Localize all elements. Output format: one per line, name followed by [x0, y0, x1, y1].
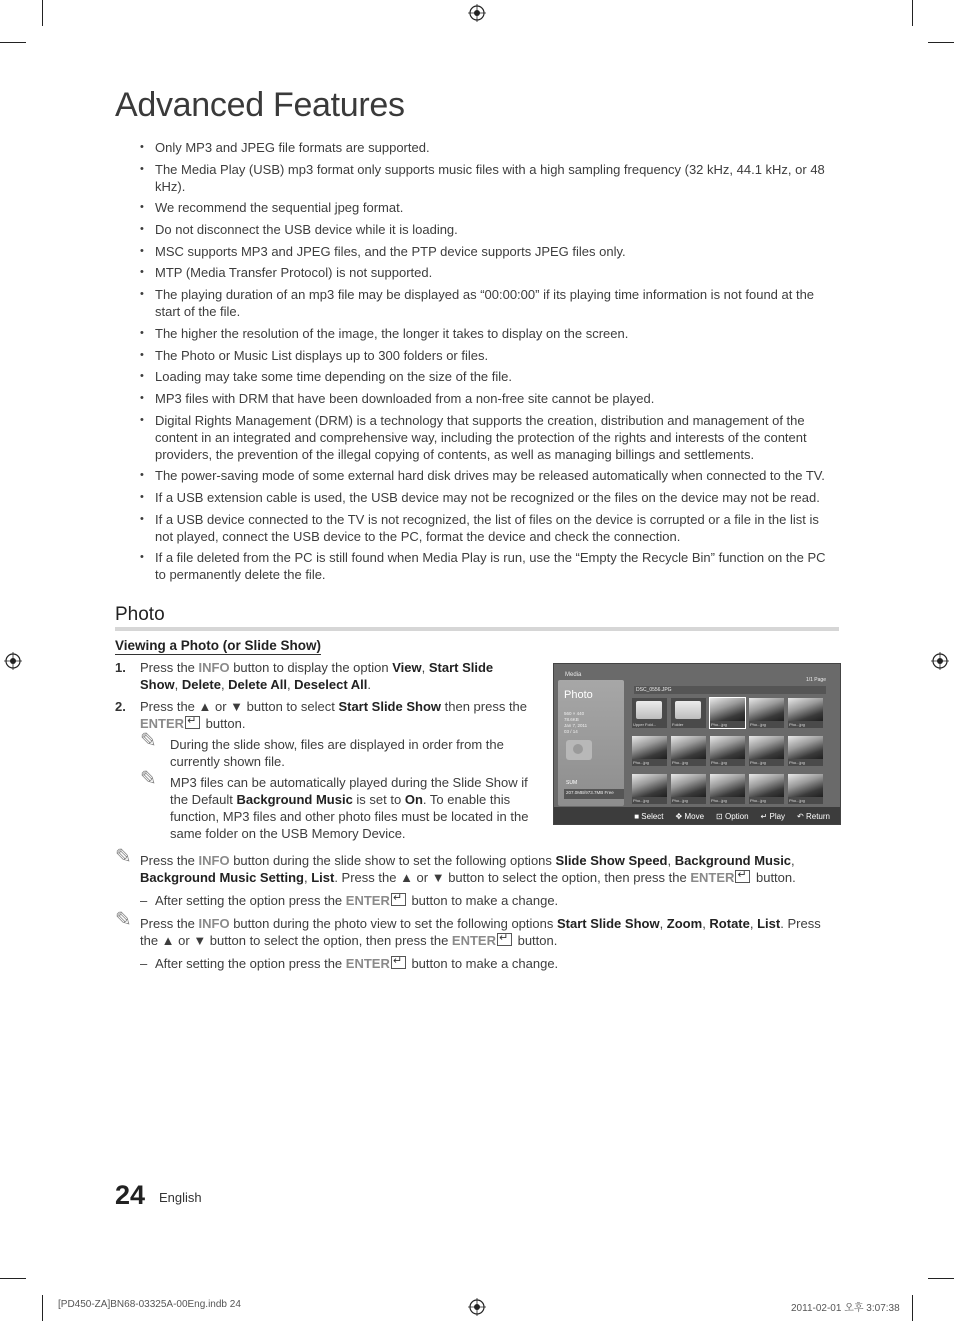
registration-mark-icon — [468, 4, 486, 22]
enter-icon — [497, 933, 512, 946]
photo-image — [710, 698, 745, 721]
option-slide-show-speed: Slide Show Speed — [555, 853, 668, 868]
tv-thumbnail-grid — [632, 698, 824, 808]
tv-button-option — [716, 812, 749, 821]
photo-image — [788, 774, 823, 797]
bullet-list — [138, 139, 838, 588]
additional-notes — [115, 846, 839, 978]
info-key: INFO — [198, 916, 230, 931]
folder-icon — [636, 701, 662, 719]
option-start-slide-show: Start Slide Show — [556, 916, 660, 931]
tv-button-icon: ↶ — [797, 812, 806, 821]
option-start-slide-show: Start Slide Show — [140, 660, 494, 692]
section-divider — [115, 627, 839, 631]
crop-mark — [42, 0, 43, 26]
enter-icon — [391, 893, 406, 906]
photo-thumbnail — [749, 774, 784, 804]
text: , — [286, 677, 295, 692]
tv-button-label: Select — [641, 812, 664, 821]
text: After setting the option press the — [155, 956, 346, 971]
bullet-item — [138, 264, 838, 281]
option-zoom: Zoom — [666, 916, 703, 931]
note-text: is set to — [352, 792, 405, 807]
photo-image — [710, 774, 745, 797]
enter-key: ENTER — [140, 716, 185, 731]
option-rotate: Rotate — [709, 916, 750, 931]
photo-image — [632, 774, 667, 797]
camera-icon — [566, 740, 592, 760]
tv-info-line: 03 / 14 — [564, 729, 578, 734]
text: , — [421, 660, 429, 675]
tv-button-label: Option — [724, 812, 749, 821]
note-text: , — [749, 916, 758, 931]
bullet-text: Loading may take some time depending on the size of the file. — [155, 369, 512, 385]
photo-thumbnail — [710, 736, 745, 766]
tv-sum-label: SUM — [566, 780, 578, 786]
note-text: , — [303, 870, 312, 885]
photo-thumbnail — [632, 736, 667, 766]
bullet-item — [138, 467, 838, 484]
enter-icon — [185, 716, 200, 729]
bullet-dot: • — [140, 223, 144, 236]
bullet-text: Do not disconnect the USB device while it is loading. — [155, 222, 458, 238]
photo-thumbnail — [749, 736, 784, 766]
tv-brand: Media — [565, 672, 582, 678]
bullet-text: If a file deleted from the PC is still found when Media Play is run, use the “Empty the Recycle Bin” function on the PC to permanently delete the file. — [155, 550, 826, 583]
photo-image — [632, 736, 667, 759]
note-text: During the slide show, files are displayed in order from the currently shown file. — [170, 737, 504, 769]
photo-thumbnail — [788, 736, 823, 766]
bullet-item — [138, 139, 838, 156]
thumbnail-caption: Pho...jpg — [711, 798, 727, 803]
tv-button-play — [761, 812, 786, 821]
bullet-dot: • — [140, 162, 144, 175]
note-text: , — [791, 853, 795, 868]
bullet-item — [138, 390, 838, 407]
thumbnail-caption: Pho...jpg — [672, 760, 688, 765]
option-background-music-setting: Background Music Setting — [140, 870, 304, 885]
bullet-text: MP3 files with DRM that have been downloaded from a non-free site cannot be played. — [155, 390, 655, 406]
crop-mark — [0, 42, 26, 43]
text: button to make a change. — [407, 893, 559, 908]
section-title: Photo — [115, 604, 165, 625]
tv-control-buttons — [634, 812, 830, 821]
photo-image — [710, 736, 745, 759]
text: then press the — [441, 699, 528, 714]
note-text: . To enable this function, MP3 files and other photo files must be located in the same folder on the USB Memory Device. — [170, 792, 529, 841]
option-delete-all: Delete All — [228, 677, 287, 692]
note-text: , — [659, 916, 667, 931]
bullet-item — [138, 368, 838, 385]
tv-control-bar — [554, 807, 840, 824]
bullet-text: MSC supports MP3 and JPEG files, and the PTP device supports JPEG files only. — [155, 243, 626, 259]
tv-button-return — [797, 812, 830, 821]
note — [115, 909, 839, 949]
note — [140, 730, 535, 770]
note-pencil-icon: ✎ — [140, 730, 157, 752]
option-view: View — [392, 660, 422, 675]
crop-mark — [912, 1295, 913, 1321]
option-start-slide-show: Start Slide Show — [338, 699, 442, 714]
option-list: List — [757, 916, 781, 931]
thumbnail-caption: Pho...jpg — [672, 798, 688, 803]
enter-key: ENTER — [345, 893, 390, 908]
bullet-dot: • — [140, 469, 144, 482]
crop-mark — [42, 1295, 43, 1321]
step-2 — [115, 698, 535, 842]
thumbnail-caption: Pho...jpg — [750, 798, 766, 803]
thumbnail-caption: Upper Fold... — [633, 722, 657, 727]
thumbnail-caption: Pho...jpg — [711, 760, 727, 765]
steps — [115, 659, 535, 847]
step-number: 1. — [115, 660, 126, 675]
photo-image — [671, 774, 706, 797]
thumbnail-caption: Pho...jpg — [789, 798, 805, 803]
tv-button-icon: ↵ — [760, 812, 770, 821]
photo-thumbnail — [710, 698, 745, 728]
folder-thumbnail — [632, 698, 667, 728]
dash-item — [115, 955, 839, 972]
folder-thumbnail — [671, 698, 706, 728]
step-number: 2. — [115, 699, 126, 714]
bullet-dot: • — [140, 512, 144, 525]
info-key: INFO — [198, 660, 230, 675]
photo-thumbnail — [671, 736, 706, 766]
tv-button-select — [634, 812, 663, 821]
bullet-text: If a USB device connected to the TV is not recognized, the list of files on the device is corrupted or a file in the list is not played, connect the USB device to the PC, format the device and check the connection. — [155, 511, 819, 544]
thumbnail-caption: Pho...jpg — [789, 760, 805, 765]
tv-info-line: 560 × 440 — [564, 711, 585, 716]
print-timestamp: 2011-02-01 오후 3:07:38 — [791, 1303, 900, 1314]
text: , — [220, 677, 229, 692]
option-background-music: Background Music — [236, 792, 353, 807]
enter-key: ENTER — [345, 956, 390, 971]
crop-mark — [0, 1278, 26, 1279]
photo-thumbnail — [788, 774, 823, 804]
bullet-dot: • — [140, 348, 144, 361]
tv-info-line: 78.6KB — [564, 717, 579, 722]
note-text: button during the photo view to set the following options — [229, 916, 557, 931]
note — [115, 846, 839, 886]
note-text: . Press the ▲ or ▼ button to select the option, then press the — [334, 870, 691, 885]
text: Press the — [140, 660, 199, 675]
bullet-dot: • — [140, 391, 144, 404]
bullet-text: MTP (Media Transfer Protocol) is not supported. — [155, 265, 433, 281]
bullet-dot: • — [140, 244, 144, 257]
tv-button-label: Move — [684, 812, 705, 821]
text: After setting the option press the — [155, 893, 346, 908]
crop-mark — [928, 1278, 954, 1279]
text: . — [367, 677, 372, 692]
text: button to display the option — [229, 660, 393, 675]
option-delete: Delete — [181, 677, 221, 692]
step-1 — [115, 659, 535, 693]
registration-mark-icon — [931, 652, 949, 670]
bullet-item — [138, 221, 838, 238]
note-text: Press the — [140, 916, 199, 931]
option-on: On — [404, 792, 423, 807]
bullet-text: Only MP3 and JPEG file formats are supported. — [155, 140, 430, 155]
thumbnail-caption: Pho...jpg — [711, 722, 727, 727]
photo-image — [749, 698, 784, 721]
bullet-item — [138, 347, 838, 364]
note-text: , — [667, 853, 675, 868]
photo-image — [749, 736, 784, 759]
bullet-item — [138, 412, 838, 463]
tv-button-icon: ■ — [634, 812, 642, 821]
bullet-dot: • — [140, 551, 144, 564]
tv-category-label: Photo — [564, 689, 593, 701]
bullet-dot: • — [140, 413, 144, 426]
photo-thumbnail — [671, 774, 706, 804]
page-language: English — [159, 1190, 202, 1205]
enter-icon — [735, 870, 750, 883]
note-text: button during the slide show to set the following options — [229, 853, 556, 868]
print-file-reference: [PD450-ZA]BN68-03325A-00Eng.indb 24 — [58, 1299, 241, 1310]
tv-info-line: Jan 7, 2011 — [564, 723, 588, 728]
enter-key: ENTER — [690, 870, 735, 885]
thumbnail-caption: Pho...jpg — [750, 760, 766, 765]
page-title: Advanced Features — [115, 86, 405, 124]
bullet-text: We recommend the sequential jpeg format. — [155, 200, 404, 216]
bullet-text: The power-saving mode of some external hard disk drives may be released automatically when connected to the TV. — [155, 468, 825, 484]
folder-icon — [675, 701, 701, 719]
text: button. — [202, 716, 246, 731]
bullet-text: The Photo or Music List displays up to 300 folders or files. — [155, 347, 489, 363]
photo-image — [671, 736, 706, 759]
crop-mark — [912, 0, 913, 26]
note-pencil-icon: ✎ — [115, 846, 132, 868]
bullet-text: The Media Play (USB) mp3 format only supports music files with a high sampling frequency (32 kHz, 44.1 kHz, or 48 kHz). — [155, 161, 825, 194]
bullet-dot: • — [140, 201, 144, 214]
info-key: INFO — [198, 853, 230, 868]
bullet-item — [138, 161, 838, 195]
note-text: MP3 files can be automatically played during the Slide Show if the Default — [170, 775, 528, 807]
bullet-item — [138, 549, 838, 583]
tv-free-space: 207.0MB/973.7MB Free — [564, 789, 624, 799]
photo-image — [749, 774, 784, 797]
bullet-item — [138, 243, 838, 260]
bullet-item — [138, 489, 838, 506]
bullet-dot: • — [140, 141, 144, 153]
photo-image — [788, 736, 823, 759]
bullet-text: The playing duration of an mp3 file may be displayed as “00:00:00” if its playing time information is not found at the start of the file. — [155, 287, 815, 320]
bullet-dot: • — [140, 370, 144, 383]
option-background-music: Background Music — [674, 853, 792, 868]
bullet-item — [138, 325, 838, 342]
subsection-heading: Viewing a Photo (or Slide Show) — [115, 638, 322, 653]
tv-page-indicator: 1/1 Page — [805, 677, 826, 683]
note — [140, 768, 535, 842]
bullet-text: The higher the resolution of the image, the longer it takes to display on the screen. — [155, 325, 629, 341]
tv-selected-file: DSC_0556.JPG — [634, 686, 826, 694]
note-text: . Press the ▲ or ▼ button to select the option, then press the — [140, 916, 821, 948]
note-text: , — [702, 916, 710, 931]
text: button to make a change. — [407, 956, 559, 971]
thumbnail-caption: Pho...jpg — [750, 722, 766, 727]
bullet-text: Digital Rights Management (DRM) is a technology that supports the creation, distribution and management of the content in an integrated and comprehensive way, including the protection of the rights and interests of the content providers, the prevention of the illegal copying of contents, as well as managing billings and settlements. — [155, 412, 807, 462]
enter-key: ENTER — [451, 933, 496, 948]
thumbnail-caption: Pho...jpg — [633, 798, 649, 803]
bullet-item — [138, 286, 838, 320]
bullet-item — [138, 199, 838, 216]
tv-file-info — [564, 711, 587, 735]
crop-mark — [928, 42, 954, 43]
note-pencil-icon: ✎ — [140, 768, 157, 790]
tv-button-move — [676, 812, 705, 821]
note-text: Press the — [140, 853, 199, 868]
option-list: List — [311, 870, 335, 885]
photo-thumbnail — [710, 774, 745, 804]
tv-photo-list-screenshot — [553, 663, 841, 825]
thumbnail-caption: Pho...jpg — [633, 760, 649, 765]
note-text: button. — [513, 933, 558, 948]
registration-mark-icon — [468, 1298, 486, 1316]
option-deselect-all: Deselect All — [294, 677, 368, 692]
bullet-item — [138, 511, 838, 545]
bullet-text: If a USB extension cable is used, the USB device may not be recognized or the files on the device may not be read. — [155, 489, 820, 505]
text: , — [174, 677, 182, 692]
tv-button-label: Return — [805, 812, 830, 821]
thumbnail-caption: Folder — [672, 722, 684, 727]
bullet-dot: • — [140, 266, 144, 279]
note-text: button. — [752, 870, 796, 885]
page-number: 24 — [115, 1180, 146, 1210]
registration-mark-icon — [4, 652, 22, 670]
tv-button-label: Play — [769, 812, 786, 821]
thumbnail-caption: Pho...jpg — [789, 722, 805, 727]
bullet-dot: • — [140, 288, 144, 301]
bullet-dot: • — [140, 326, 144, 339]
photo-thumbnail — [749, 698, 784, 728]
enter-icon — [391, 956, 406, 969]
dash-marker: – — [140, 893, 148, 908]
photo-thumbnail — [788, 698, 823, 728]
tv-button-icon: ⊡ — [716, 812, 725, 821]
bullet-dot: • — [140, 490, 144, 503]
photo-image — [788, 698, 823, 721]
tv-button-icon: ✥ — [675, 812, 685, 821]
dash-marker: – — [140, 956, 148, 971]
note-pencil-icon: ✎ — [115, 909, 132, 931]
dash-item — [115, 892, 839, 909]
text: Press the ▲ or ▼ button to select — [140, 699, 339, 714]
photo-thumbnail — [632, 774, 667, 804]
